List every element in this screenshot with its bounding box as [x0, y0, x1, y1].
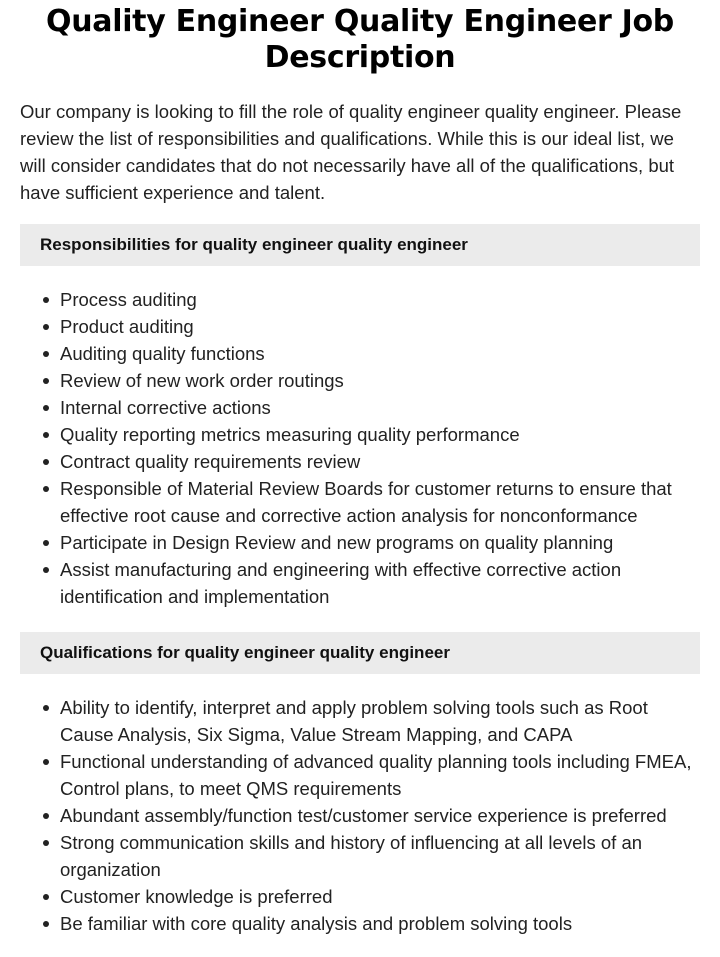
list-item: [60, 883, 700, 910]
list-item-text: Abundant assembly/function test/customer service experience is preferred: [60, 805, 667, 826]
bullet-icon: [43, 486, 49, 492]
bullet-icon: [43, 432, 49, 438]
list-item-text: Responsible of Material Review Boards for customer returns to ensure that effective root cause and corrective action analysis for nonconformance: [60, 478, 672, 526]
list-item-text: Quality reporting metrics measuring quality performance: [60, 424, 520, 445]
list-item-text: Auditing quality functions: [60, 343, 265, 364]
list-item-text: Process auditing: [60, 289, 197, 310]
list-item: [60, 475, 700, 529]
list-item: [60, 367, 700, 394]
bullet-icon: [43, 921, 49, 927]
intro-paragraph: Our company is looking to fill the role of quality engineer quality engineer. Please review the list of responsibilities and qualifications. While this is our ideal list, we will consider candidates that do not necessarily have all of the qualifications, but have sufficient experience and talent.: [20, 101, 682, 203]
list-item: [60, 421, 700, 448]
bullet-icon: [43, 705, 49, 711]
list-item-text: Be familiar with core quality analysis and problem solving tools: [60, 913, 573, 934]
bullet-icon: [43, 405, 49, 411]
responsibilities-list: [20, 286, 700, 610]
bullet-icon: [43, 297, 49, 303]
list-item: [60, 313, 700, 340]
bullet-icon: [43, 759, 49, 765]
list-item-text: Review of new work order routings: [60, 370, 344, 391]
list-item: [60, 910, 700, 937]
bullet-icon: [43, 459, 49, 465]
bullet-icon: [43, 378, 49, 384]
list-item-text: Strong communication skills and history of influencing at all levels of an organization: [60, 832, 643, 880]
list-item-text: Internal corrective actions: [60, 397, 271, 418]
bullet-icon: [43, 351, 49, 357]
qualifications-heading: Qualifications for quality engineer quality engineer: [20, 632, 700, 674]
bullet-icon: [43, 540, 49, 546]
list-item-text: Customer knowledge is preferred: [60, 886, 333, 907]
list-item: [60, 829, 700, 883]
list-item-text: Product auditing: [60, 316, 194, 337]
bullet-icon: [43, 567, 49, 573]
list-item: [60, 286, 700, 313]
list-item: [60, 529, 700, 556]
list-item-text: Contract quality requirements review: [60, 451, 361, 472]
bullet-icon: [43, 840, 49, 846]
bullet-icon: [43, 324, 49, 330]
qualifications-list: [20, 694, 700, 937]
list-item: [60, 748, 700, 802]
list-item: [60, 340, 700, 367]
list-item-text: Functional understanding of advanced quality planning tools including FMEA, Control plans, to meet QMS requirements: [60, 751, 692, 799]
list-item: [60, 394, 700, 421]
list-item: [60, 556, 700, 610]
list-item-text: Ability to identify, interpret and apply problem solving tools such as Root Cause Analysis, Six Sigma, Value Stream Mapping, and CAPA: [60, 697, 648, 745]
list-item-text: Participate in Design Review and new programs on quality planning: [60, 532, 614, 553]
bullet-icon: [43, 894, 49, 900]
page-title: Quality Engineer Quality Engineer Job Description: [46, 4, 674, 75]
list-item: [60, 694, 700, 748]
bullet-icon: [43, 813, 49, 819]
list-item-text: Assist manufacturing and engineering with effective corrective action identification and implementation: [60, 559, 622, 607]
list-item: [60, 802, 700, 829]
list-item: [60, 448, 700, 475]
responsibilities-heading: Responsibilities for quality engineer quality engineer: [20, 224, 700, 266]
